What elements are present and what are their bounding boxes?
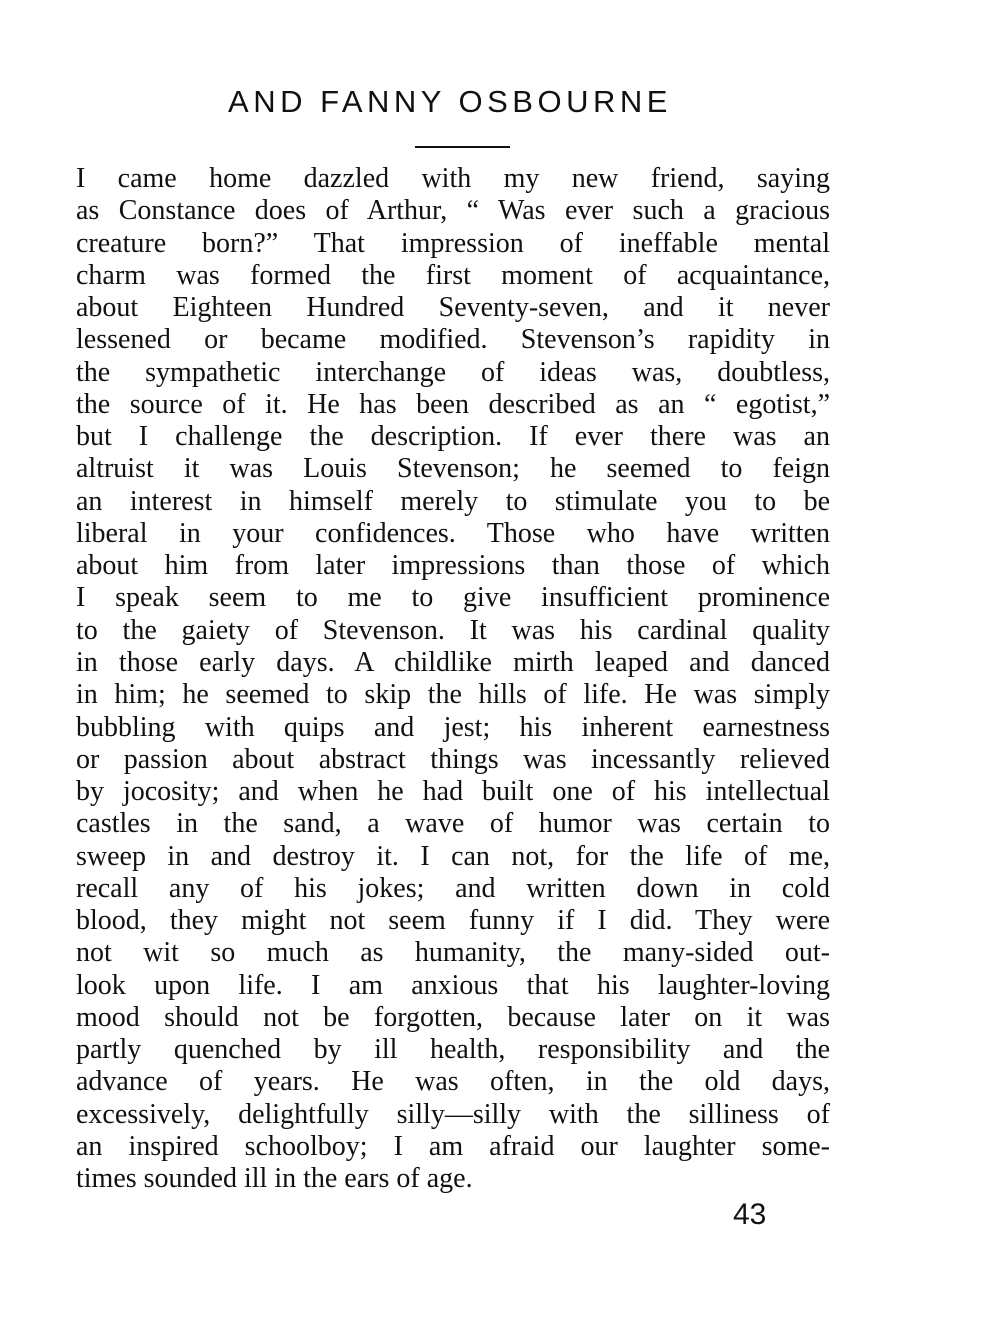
text-line: in those early days. A childlike mirth leaped and danced bbox=[76, 646, 830, 678]
title-rule bbox=[415, 146, 510, 148]
text-line: as Constance does of Arthur, “ Was ever such a gracious bbox=[76, 195, 830, 227]
running-head: AND FANNY OSBOURNE bbox=[228, 84, 672, 119]
text-line: but I challenge the description. If ever there was an bbox=[76, 421, 830, 453]
text-line: the sympathetic interchange of ideas was, doubtless, bbox=[76, 356, 830, 388]
text-line: I speak seem to me to give insufficient prominence bbox=[76, 582, 830, 614]
text-line: or passion about abstract things was incessantly relieved bbox=[76, 743, 830, 775]
text-line: an inspired schoolboy; I am afraid our laughter some- bbox=[76, 1130, 830, 1162]
text-line: an interest in himself merely to stimulate you to be bbox=[76, 485, 830, 517]
text-line: about Eighteen Hundred Seventy-seven, and it never bbox=[76, 292, 830, 324]
text-line: liberal in your confidences. Those who have written bbox=[76, 517, 830, 549]
text-line: the source of it. He has been described as an “ egotist,” bbox=[76, 388, 830, 420]
text-line: bubbling with quips and jest; his inherent earnestness bbox=[76, 711, 830, 743]
text-line: charm was formed the first moment of acquaintance, bbox=[76, 259, 830, 291]
text-line: about him from later impressions than those of which bbox=[76, 550, 830, 582]
text-line: sweep in and destroy it. I can not, for the life of me, bbox=[76, 840, 830, 872]
text-line: partly quenched by ill health, responsibility and the bbox=[76, 1034, 830, 1066]
text-line: creature born?” That impression of ineffable mental bbox=[76, 227, 830, 259]
text-line: blood, they might not seem funny if I did. They were bbox=[76, 905, 830, 937]
body-paragraph bbox=[76, 163, 830, 1196]
text-line: times sounded ill in the ears of age. bbox=[76, 1163, 473, 1195]
text-line: castles in the sand, a wave of humor was certain to bbox=[76, 808, 830, 840]
text-line: look upon life. I am anxious that his laughter-loving bbox=[76, 969, 830, 1001]
page-number: 43 bbox=[733, 1198, 767, 1231]
text-line: not wit so much as humanity, the many-sided out- bbox=[76, 937, 830, 969]
text-line: excessively, delightfully silly—silly with the silliness of bbox=[76, 1098, 830, 1130]
text-line: to the gaiety of Stevenson. It was his cardinal quality bbox=[76, 614, 830, 646]
text-line: altruist it was Louis Stevenson; he seemed to feign bbox=[76, 453, 830, 485]
text-line: recall any of his jokes; and written down in cold bbox=[76, 872, 830, 904]
text-line: in him; he seemed to skip the hills of life. He was simply bbox=[76, 679, 830, 711]
text-line: advance of years. He was often, in the old days, bbox=[76, 1066, 830, 1098]
text-line: I came home dazzled with my new friend, saying bbox=[76, 163, 830, 194]
text-line: mood should not be forgotten, because later on it was bbox=[76, 1001, 830, 1033]
text-line: lessened or became modified. Stevenson’s rapidity in bbox=[76, 324, 830, 356]
text-line: by jocosity; and when he had built one of his intellectual bbox=[76, 776, 830, 808]
